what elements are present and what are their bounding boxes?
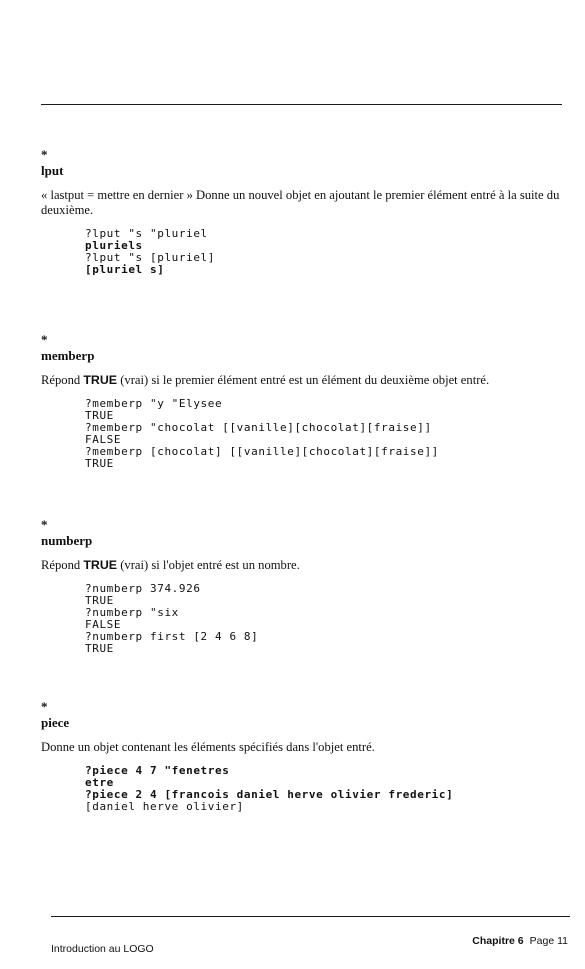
code-line: TRUE xyxy=(85,594,114,607)
code-line: ?lput "s [pluriel] xyxy=(85,251,216,264)
code-example xyxy=(85,583,566,655)
entry-piece xyxy=(41,699,566,813)
entry-term: piece xyxy=(41,715,70,730)
code-line: ?numberp first [2 4 6 8] xyxy=(85,630,259,643)
entry-term: memberp xyxy=(41,348,95,363)
description-text: (vrai) si l'objet entré est un nombre. xyxy=(117,558,300,572)
footer-page-number: Page 11 xyxy=(529,935,568,947)
code-example xyxy=(85,398,566,470)
code-line: pluriels xyxy=(85,239,143,252)
code-line: ?numberp 374.926 xyxy=(85,582,201,595)
entry-bullet: * xyxy=(41,147,48,162)
entry-term: lput xyxy=(41,163,64,178)
footer-chapter: Chapitre 6 xyxy=(472,935,524,947)
entry-lput xyxy=(41,147,566,276)
code-line: ?memberp "chocolat [[vanille][chocolat][fraise]] xyxy=(85,421,432,434)
top-rule xyxy=(41,104,562,105)
description-text: (vrai) si le premier élément entré est un élément du deuxième objet entré. xyxy=(117,373,490,387)
code-line: TRUE xyxy=(85,457,114,470)
entry-numberp xyxy=(41,517,566,655)
description-keyword: TRUE xyxy=(83,373,118,387)
description-text: Donne un objet contenant les éléments spécifiés dans l'objet entré. xyxy=(41,740,375,754)
code-line: FALSE xyxy=(85,618,122,631)
bottom-rule xyxy=(51,916,570,917)
footer-book-title: Introduction au LOGO xyxy=(51,943,154,955)
code-line: ?memberp "y "Elysee xyxy=(85,397,223,410)
description-text: « lastput = mettre en dernier » Donne un nouvel objet en ajoutant le premier élément entré à la suite du deuxième. xyxy=(41,188,560,217)
code-line: TRUE xyxy=(85,409,114,422)
entry-description xyxy=(41,188,566,218)
code-line: [daniel herve olivier] xyxy=(85,800,244,813)
entry-description xyxy=(41,558,566,573)
entry-bullet: * xyxy=(41,332,48,347)
code-line: ?numberp "six xyxy=(85,606,179,619)
description-keyword: TRUE xyxy=(83,558,118,572)
entry-description xyxy=(41,373,566,388)
entry-bullet: * xyxy=(41,699,48,714)
code-example xyxy=(85,765,566,813)
entry-memberp xyxy=(41,332,566,470)
code-line: ?piece 4 7 "fenetres xyxy=(85,764,230,777)
code-line: FALSE xyxy=(85,433,122,446)
description-text: Répond xyxy=(41,373,84,387)
code-line: TRUE xyxy=(85,642,114,655)
description-text: Répond xyxy=(41,558,84,572)
code-line: [pluriel s] xyxy=(85,263,165,276)
code-example xyxy=(85,228,566,276)
code-line: ?memberp [chocolat] [[vanille][chocolat][fraise]] xyxy=(85,445,439,458)
code-line: ?lput "s "pluriel xyxy=(85,227,208,240)
code-line: ?piece 2 4 [francois daniel herve olivier frederic] xyxy=(85,788,454,801)
code-line: etre xyxy=(85,776,114,789)
entry-bullet: * xyxy=(41,517,48,532)
entry-description xyxy=(41,740,566,755)
footer-page-info xyxy=(472,935,568,947)
entry-term: numberp xyxy=(41,533,93,548)
